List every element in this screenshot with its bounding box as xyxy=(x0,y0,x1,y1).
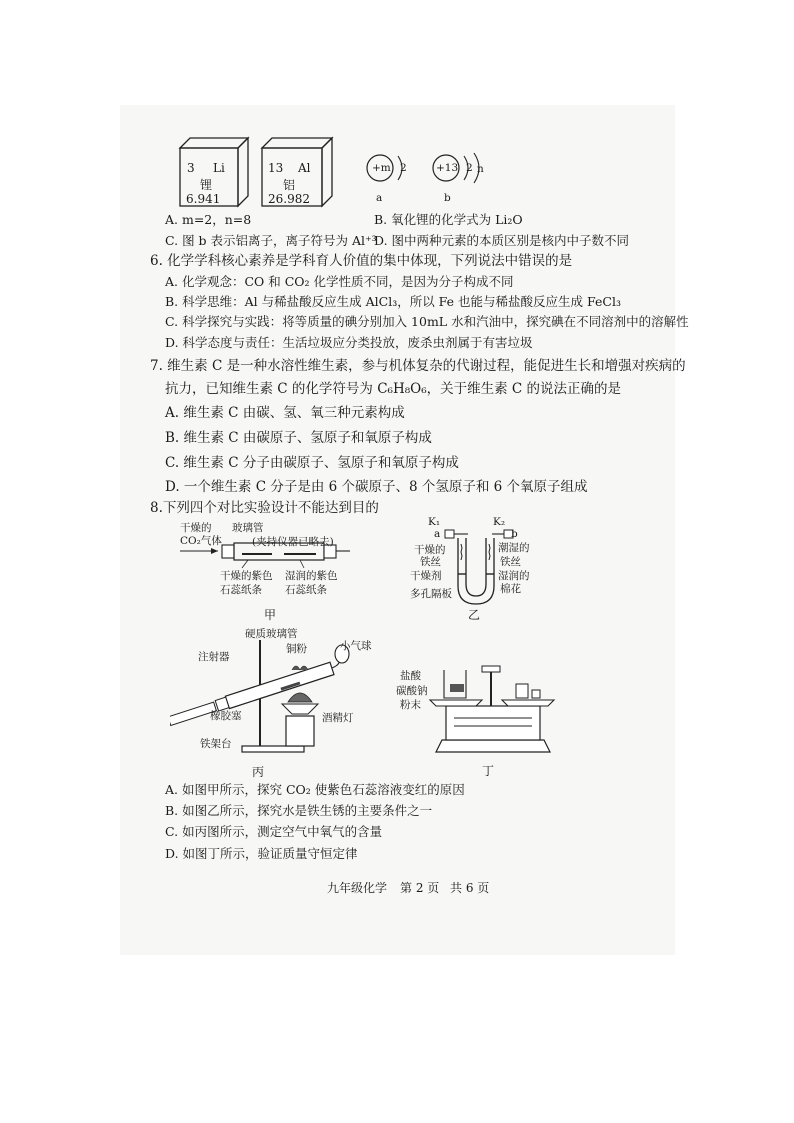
atom-b-nucleus: +13 xyxy=(436,162,459,174)
al-symbol: Al xyxy=(298,161,311,175)
q5-option-c: C. 图 b 表示铝离子，离子符号为 Al⁺³ xyxy=(165,233,377,248)
q6-option-a: A. 化学观念：CO 和 CO₂ 化学性质不同，是因为分子构成不同 xyxy=(165,274,514,289)
atom-a-nucleus: +m xyxy=(372,162,391,174)
li-symbol: Li xyxy=(213,161,225,175)
q7-option-b: B. 维生素 C 由碳原子、氢原子和氧原子构成 xyxy=(165,430,432,446)
al-mass: 26.982 xyxy=(268,192,310,206)
q8-stem: 8.下列四个对比实验设计不能达到目的 xyxy=(150,500,379,516)
yi-k1-label: K₁ xyxy=(428,516,441,528)
yi-dry-wire-line2: 铁丝 xyxy=(420,556,441,568)
q8-option-d: D. 如图丁所示，验证质量守恒定律 xyxy=(165,846,358,861)
q6-option-b: B. 科学思维：Al 与稀盐酸反应生成 AlCl₃，所以 Fe 也能与稀盐酸反应生成 FeCl₃ xyxy=(165,294,621,309)
al-name: 铝 xyxy=(283,178,296,192)
li-number: 3 xyxy=(187,161,195,175)
q7-stem-line2: 抗力，已知维生素 C 的化学符号为 C₆H₈O₆，关于维生素 C 的说法正确的是 xyxy=(165,381,622,397)
al-number: 13 xyxy=(268,161,284,175)
bing-syringe-label: 注射器 xyxy=(198,651,230,663)
jia-tube-label: 玻璃管 xyxy=(232,522,264,534)
yi-a-label: a xyxy=(434,528,441,540)
bing-lamp-label: 酒精灯 xyxy=(322,712,354,724)
atom-b-label: b xyxy=(444,192,451,204)
q5-option-b: B. 氧化锂的化学式为 Li₂O xyxy=(374,212,523,227)
figure-bing-caption: 丙 xyxy=(252,765,265,779)
yi-wet-wire-line1: 潮湿的 xyxy=(498,542,530,554)
figure-ding-caption: 丁 xyxy=(482,764,495,778)
q5-option-a: A. m=2，n=8 xyxy=(165,212,252,227)
yi-k2-label: K₂ xyxy=(493,516,506,528)
jia-clamp-note: (夹持仪器已略去) xyxy=(252,536,334,548)
jia-gas-label-1: 干燥的 xyxy=(180,522,212,534)
atom-a-shell1: 2 xyxy=(400,162,407,174)
q8-option-c: C. 如丙图所示，测定空气中氧气的含量 xyxy=(165,824,383,839)
figure-jia-caption: 甲 xyxy=(264,608,277,622)
yi-plate-label: 多孔隔板 xyxy=(410,588,452,600)
bing-stopper-label: 橡胶塞 xyxy=(210,710,242,722)
bing-stand-label: 铁架台 xyxy=(200,738,232,750)
jia-paper1-line1: 干燥的紫色 xyxy=(220,570,273,582)
footer-subject: 九年级化学 xyxy=(327,881,388,895)
q6-stem: 6. 化学学科核心素养是学科育人价值的集中体现，下列说法中错误的是 xyxy=(150,253,573,269)
ding-powder-line1: 碳酸钠 xyxy=(396,685,428,697)
li-name: 锂 xyxy=(200,178,213,192)
q6-option-c: C. 科学探究与实践：将等质量的碘分别加入 10mL 水和汽油中，探究碘在不同溶剂中的溶解性 xyxy=(165,314,689,329)
figure-yi-caption: 乙 xyxy=(468,608,481,622)
li-mass: 6.941 xyxy=(186,192,221,206)
figure-ding-balance xyxy=(426,660,561,760)
yi-wet-cotton-line1: 湿润的 xyxy=(498,570,530,582)
yi-dry-wire-line1: 干燥的 xyxy=(414,544,446,556)
jia-paper1-line2: 石蕊纸条 xyxy=(220,584,262,596)
q8-option-a: A. 如图甲所示，探究 CO₂ 使紫色石蕊溶液变红的原因 xyxy=(165,782,465,797)
q7-stem-line1: 7. 维生素 C 是一种水溶性维生素，参与机体复杂的代谢过程，能促进生长和增强对疾病的 xyxy=(150,358,686,374)
jia-paper2-line1: 湿润的紫色 xyxy=(285,570,338,582)
q8-option-b: B. 如图乙所示，探究水是铁生锈的主要条件之一 xyxy=(165,803,433,818)
yi-b-label: b xyxy=(511,528,518,540)
q5-option-d: D. 图中两种元素的本质区别是核内中子数不同 xyxy=(374,233,630,248)
atom-a-label: a xyxy=(376,192,383,204)
yi-wet-cotton-line2: 棉花 xyxy=(500,583,521,595)
yi-desiccant-label: 干燥剂 xyxy=(410,570,442,582)
atom-b-shell1: 2 xyxy=(466,162,473,174)
q7-option-d: D. 一个维生素 C 分子是由 6 个碳原子、8 个氢原子和 6 个氧原子组成 xyxy=(165,479,588,495)
ding-acid-label: 盐酸 xyxy=(400,670,421,682)
bing-balloon-label: 小气球 xyxy=(340,640,372,652)
footer-total: 共 6 页 xyxy=(450,881,490,895)
q7-option-a: A. 维生素 C 由碳、氢、氧三种元素构成 xyxy=(165,405,405,421)
yi-wet-wire-line2: 铁丝 xyxy=(500,556,521,568)
jia-paper2-line2: 石蕊纸条 xyxy=(285,584,327,596)
bing-tube-label: 硬质玻璃管 xyxy=(245,628,298,640)
q6-option-d: D. 科学态度与责任：生活垃圾应分类投放，废杀虫剂属于有害垃圾 xyxy=(165,335,533,350)
ding-powder-line2: 粉末 xyxy=(400,699,421,711)
footer-page: 第 2 页 xyxy=(400,881,440,895)
jia-gas-label-2: CO₂气体 xyxy=(180,535,222,547)
q7-option-c: C. 维生素 C 分子由碳原子、氢原子和氧原子构成 xyxy=(165,455,459,471)
bing-copper-label: 铜粉 xyxy=(286,643,307,655)
atom-b-shell2: n xyxy=(477,163,484,175)
